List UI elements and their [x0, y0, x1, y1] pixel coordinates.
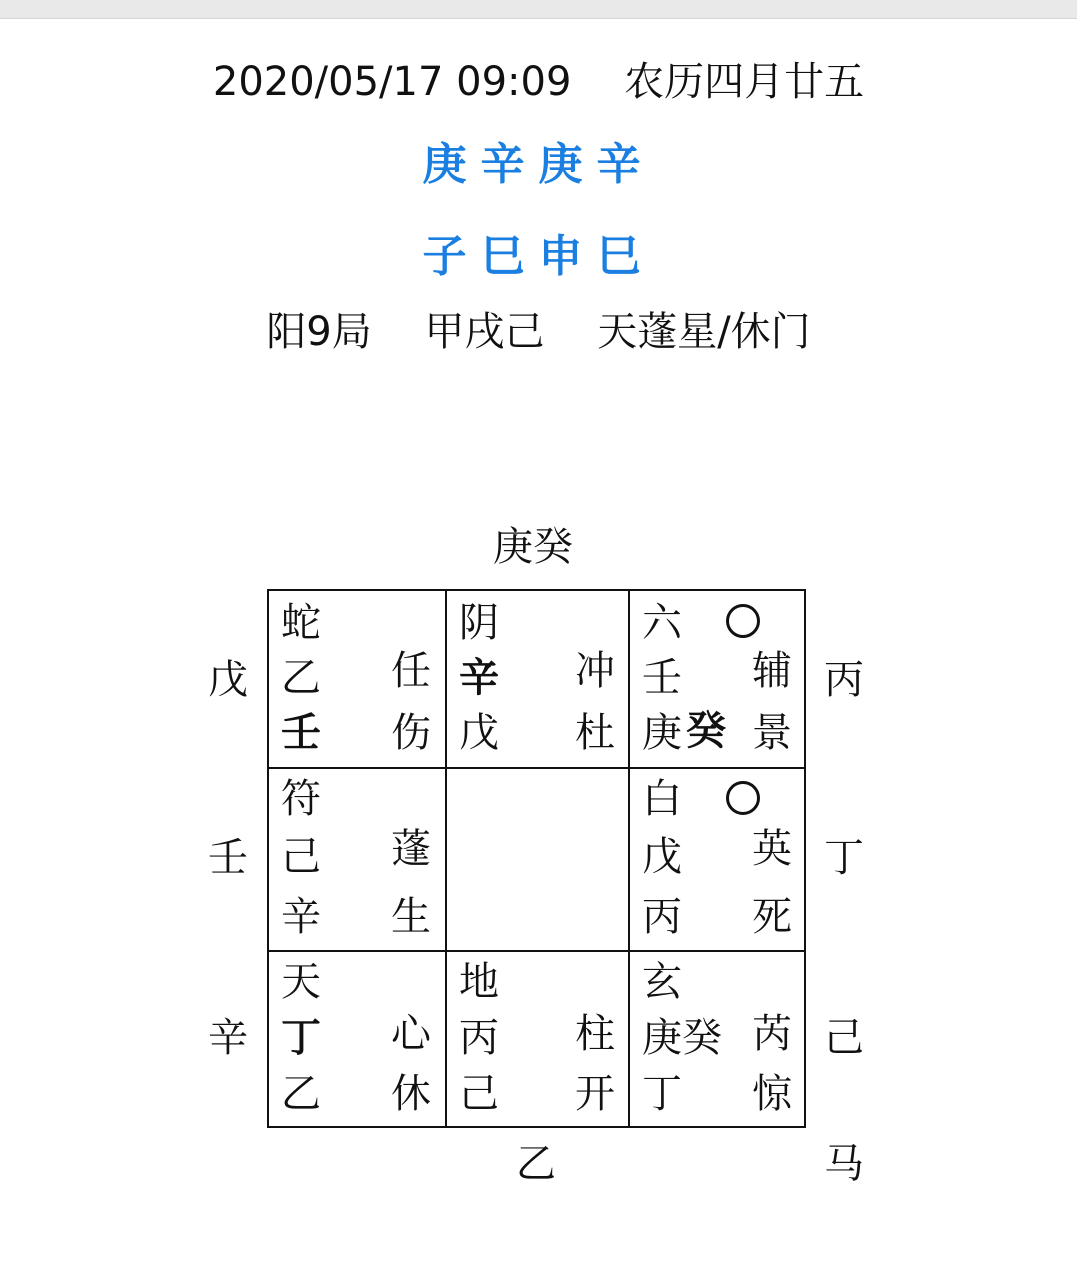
palace-stem-middle: 辛 — [459, 655, 499, 701]
palace-stem-middle: 丙 — [459, 1015, 499, 1061]
palace-door: 景 — [752, 710, 792, 756]
palace-star: 蓬 — [391, 826, 431, 872]
empty-circle-icon — [726, 781, 760, 815]
outer-left-label-2: 壬 — [208, 835, 248, 881]
palace-stem-lower: 辛 — [281, 894, 321, 940]
palace-stem-middle: 壬 — [642, 655, 682, 701]
palace-door: 死 — [752, 894, 792, 940]
palace-deity: 六 — [642, 600, 682, 646]
palace-top-middle — [447, 591, 628, 767]
empty-circle-icon — [726, 604, 760, 638]
outer-right-label-2: 丁 — [824, 835, 864, 881]
palace-star: 心 — [391, 1011, 431, 1057]
outer-right-label-1: 丙 — [824, 657, 864, 703]
horse-marker-label: 马 — [824, 1141, 864, 1187]
palace-stem-middle: 丁 — [281, 1015, 321, 1061]
palace-stem-middle: 戊 — [642, 834, 682, 880]
palace-stem-middle: 庚癸 — [642, 1015, 722, 1061]
palace-middle-left — [269, 769, 445, 950]
palace-star: 柱 — [575, 1011, 615, 1057]
heavenly-stems-line: 庚辛庚辛 — [422, 139, 655, 190]
outer-right-label-3: 己 — [824, 1015, 864, 1061]
outer-bottom-label: 乙 — [516, 1141, 556, 1187]
palace-bottom-left — [269, 952, 445, 1126]
palace-deity: 地 — [459, 959, 499, 1005]
palace-deity: 阴 — [459, 600, 499, 646]
outer-left-label-3: 辛 — [208, 1015, 248, 1061]
datetime-lunar-line: 2020/05/17 09:09 农历四月廿五 — [212, 59, 865, 105]
palace-stem-lower: 戊 — [459, 710, 499, 756]
palace-deity: 玄 — [642, 959, 682, 1005]
palace-door: 伤 — [391, 710, 431, 756]
outer-top-label: 庚癸 — [493, 524, 573, 570]
palace-bottom-right — [630, 952, 806, 1126]
palace-deity: 白 — [642, 776, 682, 822]
palace-star: 任 — [391, 648, 431, 694]
palace-middle-right — [630, 769, 806, 950]
palace-star: 冲 — [575, 648, 615, 694]
palace-deity: 蛇 — [281, 600, 321, 646]
palace-star: 英 — [752, 826, 792, 872]
palace-bottom-middle — [447, 952, 628, 1126]
palace-door: 杜 — [575, 710, 615, 756]
outer-left-label-1: 戊 — [208, 657, 248, 703]
palace-door: 休 — [391, 1071, 431, 1117]
palace-door: 生 — [391, 894, 431, 940]
palace-stem-middle: 己 — [281, 834, 321, 880]
palace-center — [447, 769, 628, 950]
palace-top-right — [630, 591, 806, 767]
palace-door: 惊 — [752, 1071, 792, 1117]
palace-star: 辅 — [752, 648, 792, 694]
status-bar — [0, 0, 1077, 19]
palace-deity: 符 — [281, 776, 321, 822]
palace-stem-middle: 乙 — [281, 655, 321, 701]
palace-stem-lower: 丙 — [642, 894, 682, 940]
palace-door: 开 — [575, 1071, 615, 1117]
palace-stem-lower: 乙 — [281, 1071, 321, 1117]
palace-stem-lower-a: 庚 — [642, 710, 682, 756]
palace-deity: 天 — [281, 959, 321, 1005]
palace-grid — [267, 589, 806, 1128]
ju-info-line: 阳9局 甲戌己 天蓬星/休门 — [266, 309, 811, 355]
palace-stem-lower: 壬 — [281, 710, 321, 756]
palace-top-left — [269, 591, 445, 767]
palace-star: 芮 — [752, 1011, 792, 1057]
palace-stem-lower-b: 癸 — [686, 708, 726, 754]
earthly-branches-line: 子巳申巳 — [422, 231, 655, 282]
palace-stem-lower: 丁 — [642, 1071, 682, 1117]
palace-stem-lower: 己 — [459, 1071, 499, 1117]
